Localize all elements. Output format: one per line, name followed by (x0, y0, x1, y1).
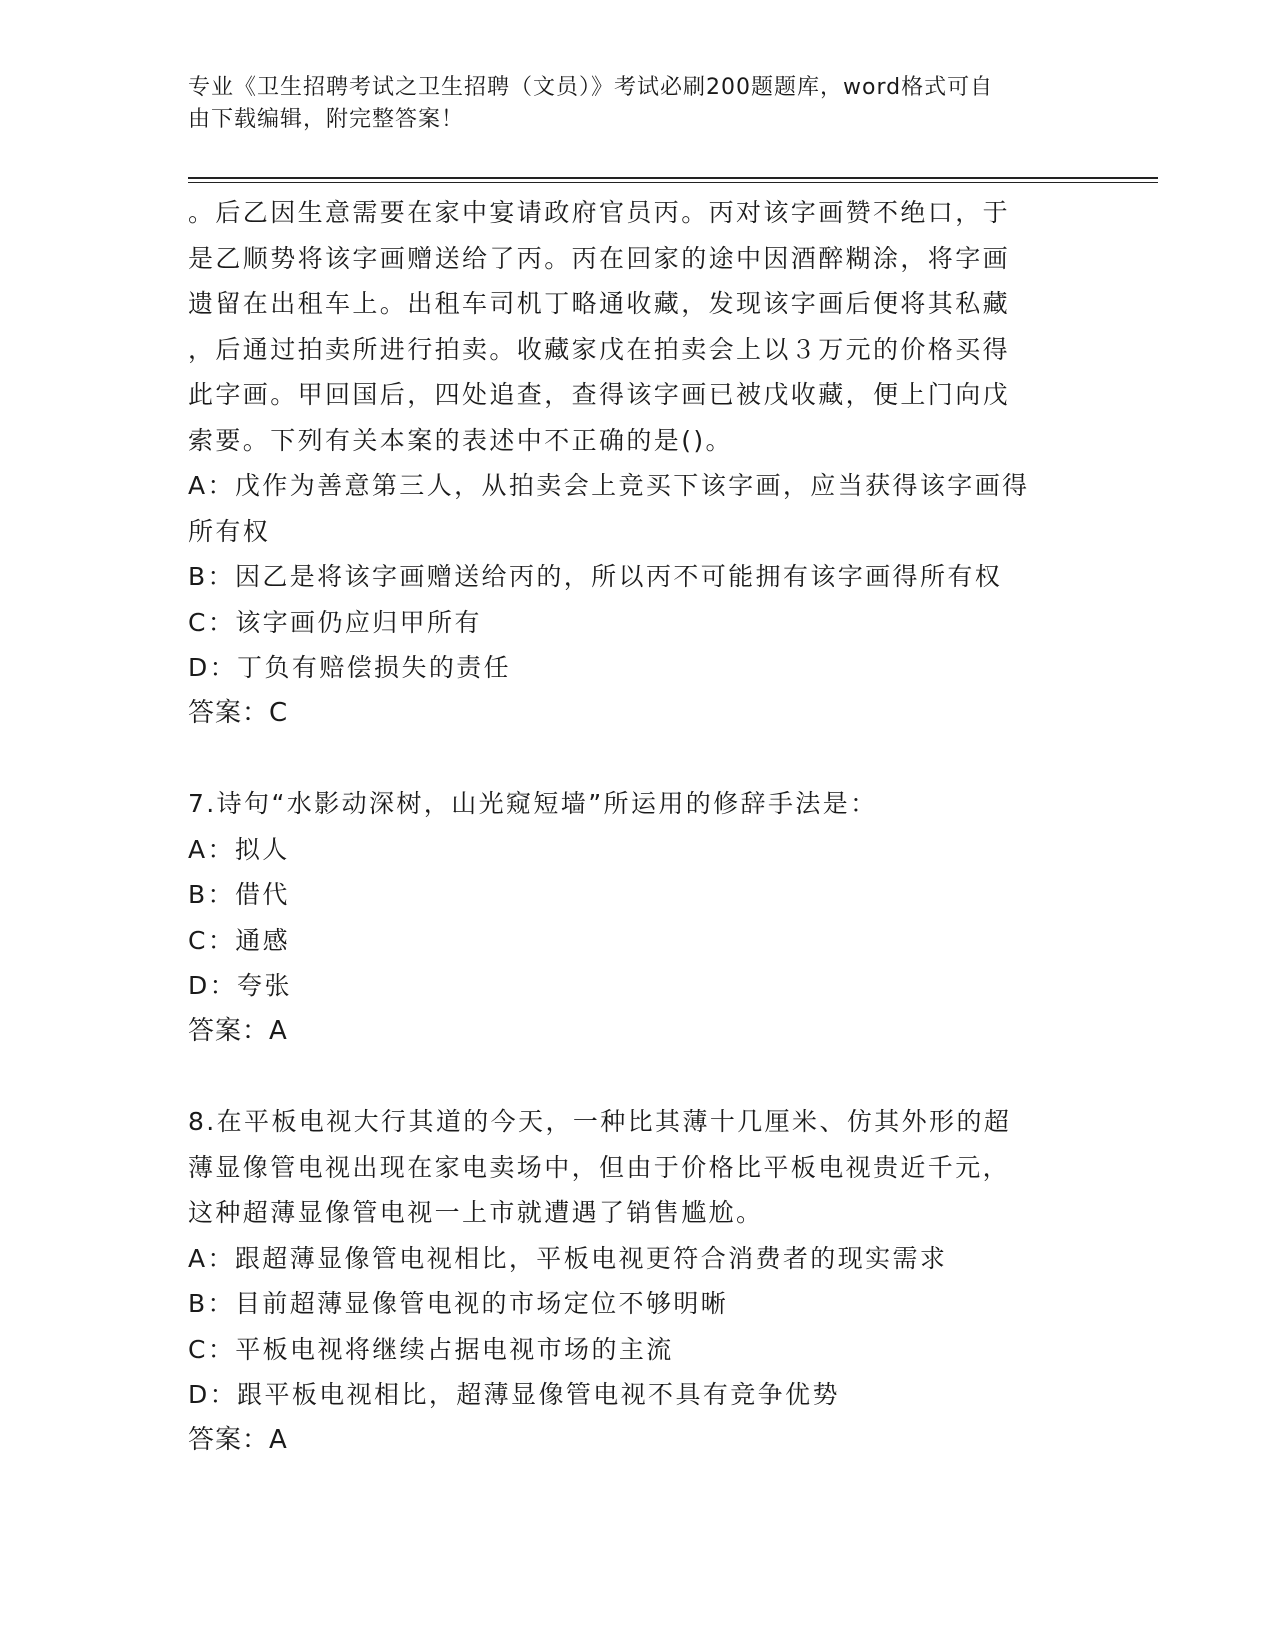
option-a: A：跟超薄显像管电视相比，平板电视更符合消费者的现实需求 (188, 1243, 948, 1273)
question-8 (188, 1099, 1068, 1463)
question-stem-line: 薄显像管电视出现在家电卖场中，但由于价格比平板电视贵近千元， (188, 1152, 1011, 1182)
question-body (188, 190, 1068, 1463)
option-c: C：该字画仍应归甲所有 (188, 607, 482, 637)
header-title-line-1: 专业《卫生招聘考试之卫生招聘（文员）》考试必刷200题题库，word格式可自 (188, 75, 994, 100)
question-spacer (188, 736, 1068, 781)
question-stem-line: 这种超薄显像管电视一上市就遭遇了销售尴尬。 (188, 1198, 764, 1227)
header-title-line-2: 由下载编辑，附完整答案！ (188, 107, 465, 132)
option-b: B：目前超薄显像管电视的市场定位不够明晰 (188, 1289, 729, 1318)
header-divider (188, 177, 1158, 183)
option-d: D：夸张 (188, 971, 292, 1000)
option-b: B：因乙是将该字画赠送给丙的，所以丙不可能拥有该字画得所有权 (188, 562, 1003, 591)
question-stem-line: 此字画。甲回国后，四处追查，查得该字画已被戊收藏，便上门向戊 (188, 380, 1011, 409)
answer-line: 答案：A (188, 1424, 288, 1455)
question-stem-line: 索要。下列有关本案的表述中不正确的是()。 (188, 425, 733, 455)
question-spacer (188, 1054, 1068, 1099)
question-stem: 7.诗句“水影动深树，山光窥短墙”所运用的修辞手法是： (188, 789, 878, 818)
option-c: C：通感 (188, 925, 291, 955)
question-6 (188, 190, 1068, 736)
page-header (188, 72, 1068, 136)
option-b: B：借代 (188, 880, 290, 909)
question-7 (188, 781, 1068, 1054)
answer-line: 答案：A (188, 1015, 288, 1046)
option-a-continued: 所有权 (188, 516, 271, 546)
option-a: A：拟人 (188, 834, 290, 864)
option-c: C：平板电视将继续占据电视市场的主流 (188, 1334, 674, 1364)
option-a: A：戊作为善意第三人，从拍卖会上竞买下该字画，应当获得该字画得 (188, 471, 1030, 500)
option-d: D：丁负有赔偿损失的责任 (188, 653, 512, 682)
question-stem-line: ，后通过拍卖所进行拍卖。收藏家戊在拍卖会上以３万元的价格买得 (188, 334, 1011, 364)
question-stem-line: 。后乙因生意需要在家中宴请政府官员丙。丙对该字画赞不绝口，于 (188, 198, 1011, 227)
question-stem-line: 遗留在出租车上。出租车司机丁略通收藏，发现该字画后便将其私藏 (188, 289, 1011, 318)
answer-line: 答案：C (188, 697, 289, 728)
question-stem-line: 是乙顺势将该字画赠送给了丙。丙在回家的途中因酒醉糊涂，将字画 (188, 243, 1011, 273)
question-stem-line: 8.在平板电视大行其道的今天，一种比其薄十几厘米、仿其外形的超 (188, 1107, 1012, 1136)
option-d: D：跟平板电视相比，超薄显像管电视不具有竞争优势 (188, 1380, 840, 1409)
